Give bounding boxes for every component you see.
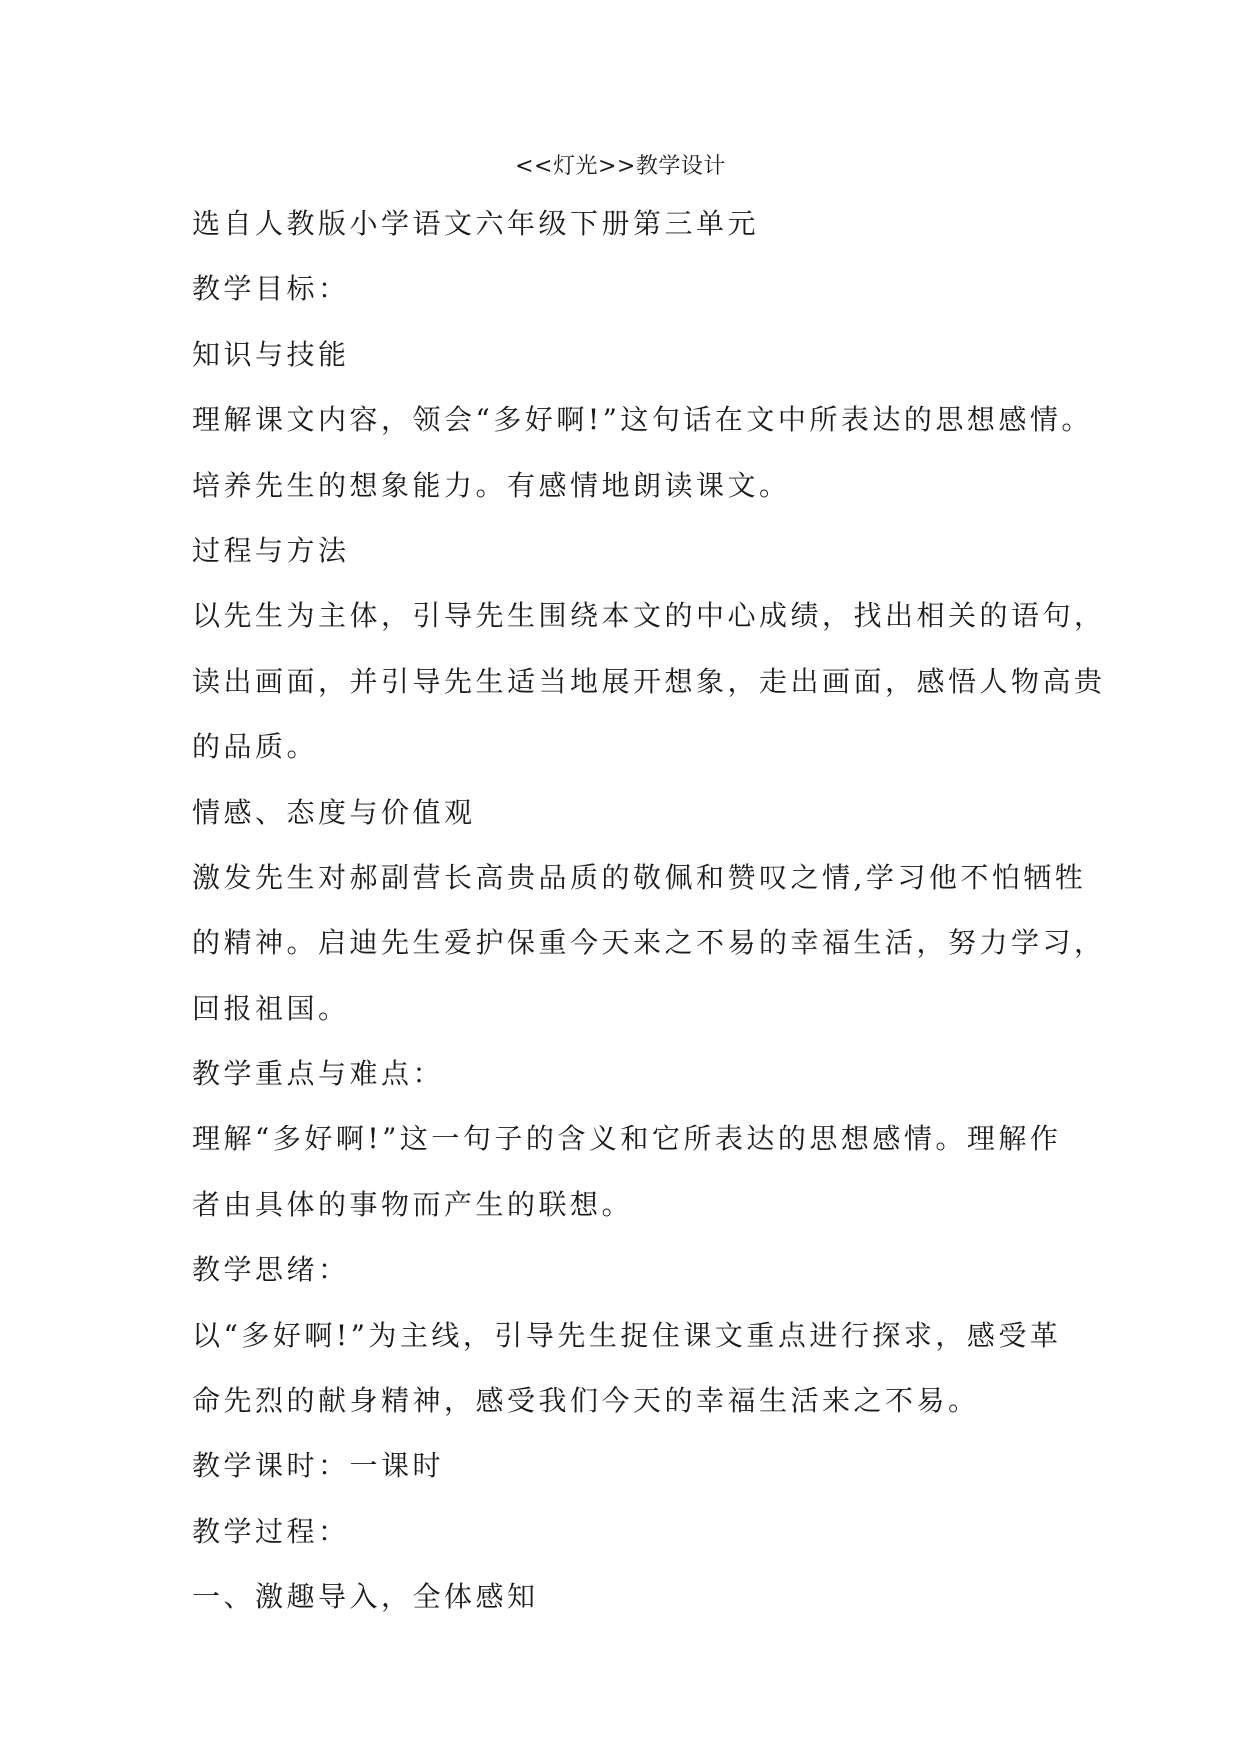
text-line: 过程与方法 [192,533,350,567]
text-line: 教学重点与难点： [192,1057,445,1091]
text-line: 的精神。启迪先生爱护保重今天来之不易的幸福生活，努力学习， [192,926,1106,960]
text-line: 激发先生对郝副营长高贵品质的敬佩和赞叹之情,学习他不怕牺牲 [192,860,1087,894]
text-line: 选自人教版小学语文六年级下册第三单元 [192,207,760,240]
text-line: 理解课文内容，领会“多好啊!”这句话在文中所表达的思想感情。 [192,403,1093,437]
document-title: <<灯光>>教学设计 [515,154,726,179]
text-line: 读出画面，并引导先生适当地展开想象，走出画面，感悟人物高贵 [192,664,1106,698]
text-line: 一、激趣导入，全体感知 [192,1580,539,1614]
text-line: 的品质。 [192,730,319,764]
text-line: 培养先生的想象能力。有感情地朗读课文。 [192,468,791,502]
text-line: 教学目标： [192,272,350,306]
text-line: 教学课时：一课时 [192,1449,445,1483]
text-line: 命先烈的献身精神，感受我们今天的幸福生活来之不易。 [192,1384,980,1418]
text-line: 理解“多好啊!”这一句子的含义和它所表达的思想感情。理解作 [192,1122,1062,1156]
text-line: 教学过程： [192,1514,350,1548]
text-line: 知识与技能 [192,337,350,371]
text-line: 回报祖国。 [192,991,350,1025]
text-line: 者由具体的事物而产生的联想。 [192,1187,634,1221]
text-line: 情感、态度与价值观 [192,795,476,829]
text-line: 以“多好啊!”为主线，引导先生捉住课文重点进行探求，感受革 [192,1318,1062,1352]
text-line: 以先生为主体，引导先生围绕本文的中心成绩，找出相关的语句， [192,599,1106,633]
text-line: 教学思绪： [192,1253,350,1287]
document-body [192,191,1106,1630]
